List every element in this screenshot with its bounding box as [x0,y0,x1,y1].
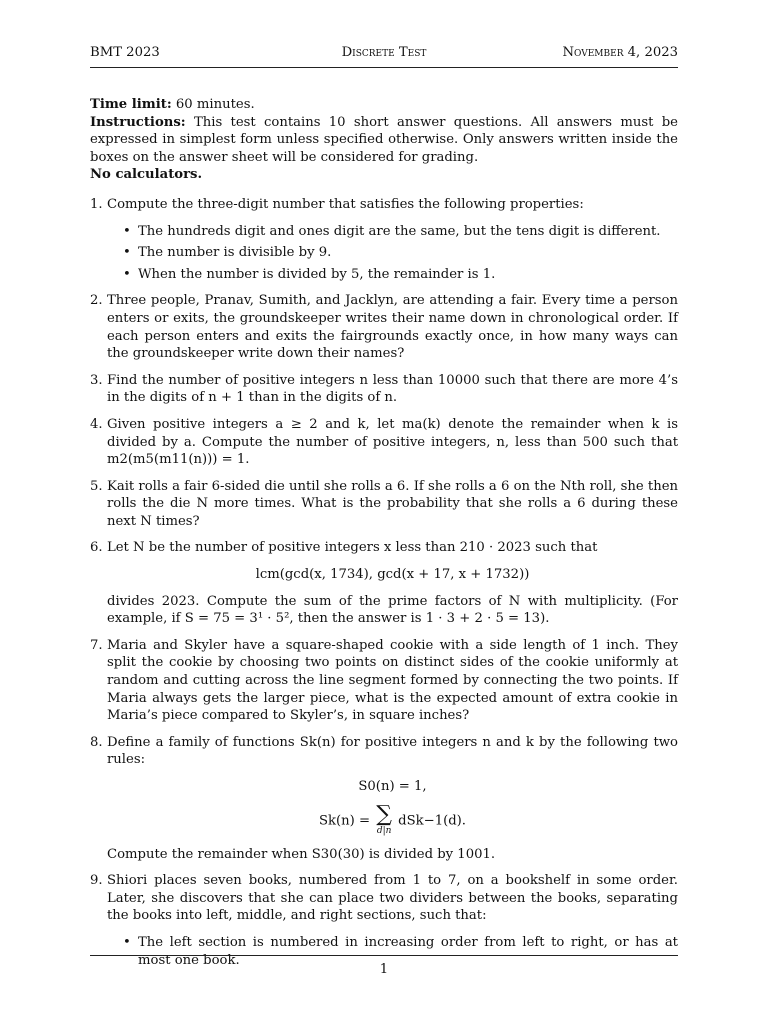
problem-5 [90,478,678,531]
problem-3 [90,372,678,407]
problem-number: 9. [90,873,103,889]
problem-6 [90,539,678,627]
bullet-item: • The number is divisible by 9. [121,244,678,262]
problem-number: 5. [90,478,103,494]
problem-text: Three people, Pranav, Sumith, and Jacklyn, are attending a fair. Every time a person enters or exits, the groundskeeper writes their name down in chronological order. If each person enters and exits the fairgrounds exactly once, in how many ways can the groundskeeper write down their names? [107,293,678,362]
instructions-label: Instructions: [90,114,186,130]
problem-number: 6. [90,540,103,556]
header-test-name: Discrete Test [341,45,427,60]
time-limit-value: 60 minutes. [175,97,255,112]
bullet-item: • The hundreds digit and ones digit are the same, but the tens digit is different. [121,223,678,241]
display-equation: lcm(gcd(x, 1734), gcd(x + 17, x + 1732)) [255,567,530,583]
summation [376,801,392,837]
time-limit [90,96,678,114]
header-competition: BMT 2023 [90,45,160,60]
problem-1 [90,196,678,283]
bullet-item: • When the number is divided by 5, the remainder is 1. [121,266,678,284]
problem-text: Let N be the number of positive integers x less than 210 · 2023 such that [107,540,598,556]
page-header [90,44,678,64]
page-number: 1 [379,962,389,977]
problem-number: 3. [90,372,103,388]
equation-lhs: Sk(n) = [318,813,371,829]
problem-4 [90,416,678,469]
problem-text: Shiori places seven books, numbered from 1 to 7, on a bookshelf in some order. Later, she discovers that she can place two dividers between the books, separating the books into left, middle, and right sections, such that: [107,873,678,924]
bullet-item: • The left section is numbered in increasing order from left to right, or has at most one book. [121,934,678,969]
problem-list [90,196,678,969]
problem-number: 1. [90,196,103,212]
summation-index: d|n [376,825,392,836]
equation-rhs: dSk−1(d). [398,813,467,829]
problem-text: Define a family of functions Sk(n) for positive integers n and k by the following two rules: [107,734,678,768]
problem-number: 8. [90,734,103,750]
instructions-text: This test contains 10 short answer questions. All answers must be expressed in simplest form unless specified otherwise. Only answers written inside the boxes on the answer sheet will be considered for grading. [90,114,678,165]
test-content [90,96,678,978]
problem-number: 2. [90,293,103,309]
problem-text: Find the number of positive integers n less than 10000 such that there are more 4’s in the digits of n + 1 than in the digits of n. [107,372,678,406]
display-equation-recursive [107,801,678,837]
problem-number: 4. [90,416,103,432]
problem-text-continued: Compute the remainder when S30(30) is divided by 1001. [107,846,496,862]
problem-number: 7. [90,637,103,653]
calculator-policy-text: No calculators. [90,167,203,183]
problem-text-continued: divides 2023. Compute the sum of the prime factors of N with multiplicity. (For example, if S = 75 = 3¹ · 5², then the answer is 1 · 3 + 2 · 5 = 13). [107,593,678,627]
header-rule [90,67,678,68]
problem-2 [90,292,678,362]
header-date: November 4, 2023 [562,45,678,60]
footer-rule [90,955,678,956]
problem-text: Compute the three-digit number that satisfies the following properties: [107,196,584,212]
problem-7 [90,637,678,725]
problem-8 [90,734,678,863]
time-limit-label: Time limit: [90,97,172,112]
problem-text: Given positive integers a ≥ 2 and k, let ma(k) denote the remainder when k is divided by a. Compute the number of positive integers, n, less than 500 such that m2(m5(m11(n))) = 1. [107,416,678,468]
problem-text: Maria and Skyler have a square-shaped cookie with a side length of 1 inch. They split the cookie by choosing two points on distinct sides of the cookie uniformly at random and cutting across the line segment formed by connecting the two points. If Maria always gets the larger piece, what is the expected amount of extra cookie in Maria’s piece compared to Skyler’s, in square inches? [107,637,678,724]
instructions [90,114,678,167]
calculator-policy [90,166,678,184]
display-equation-base: S0(n) = 1, [358,779,427,794]
bullet-list [107,223,678,284]
problem-text: Kait rolls a fair 6-sided die until she rolls a 6. If she rolls a 6 on the Nth roll, she then rolls the die N more times. What is the probability that she rolls a 6 during these next N times? [107,478,678,529]
summation-sign: ∑ [376,801,392,827]
